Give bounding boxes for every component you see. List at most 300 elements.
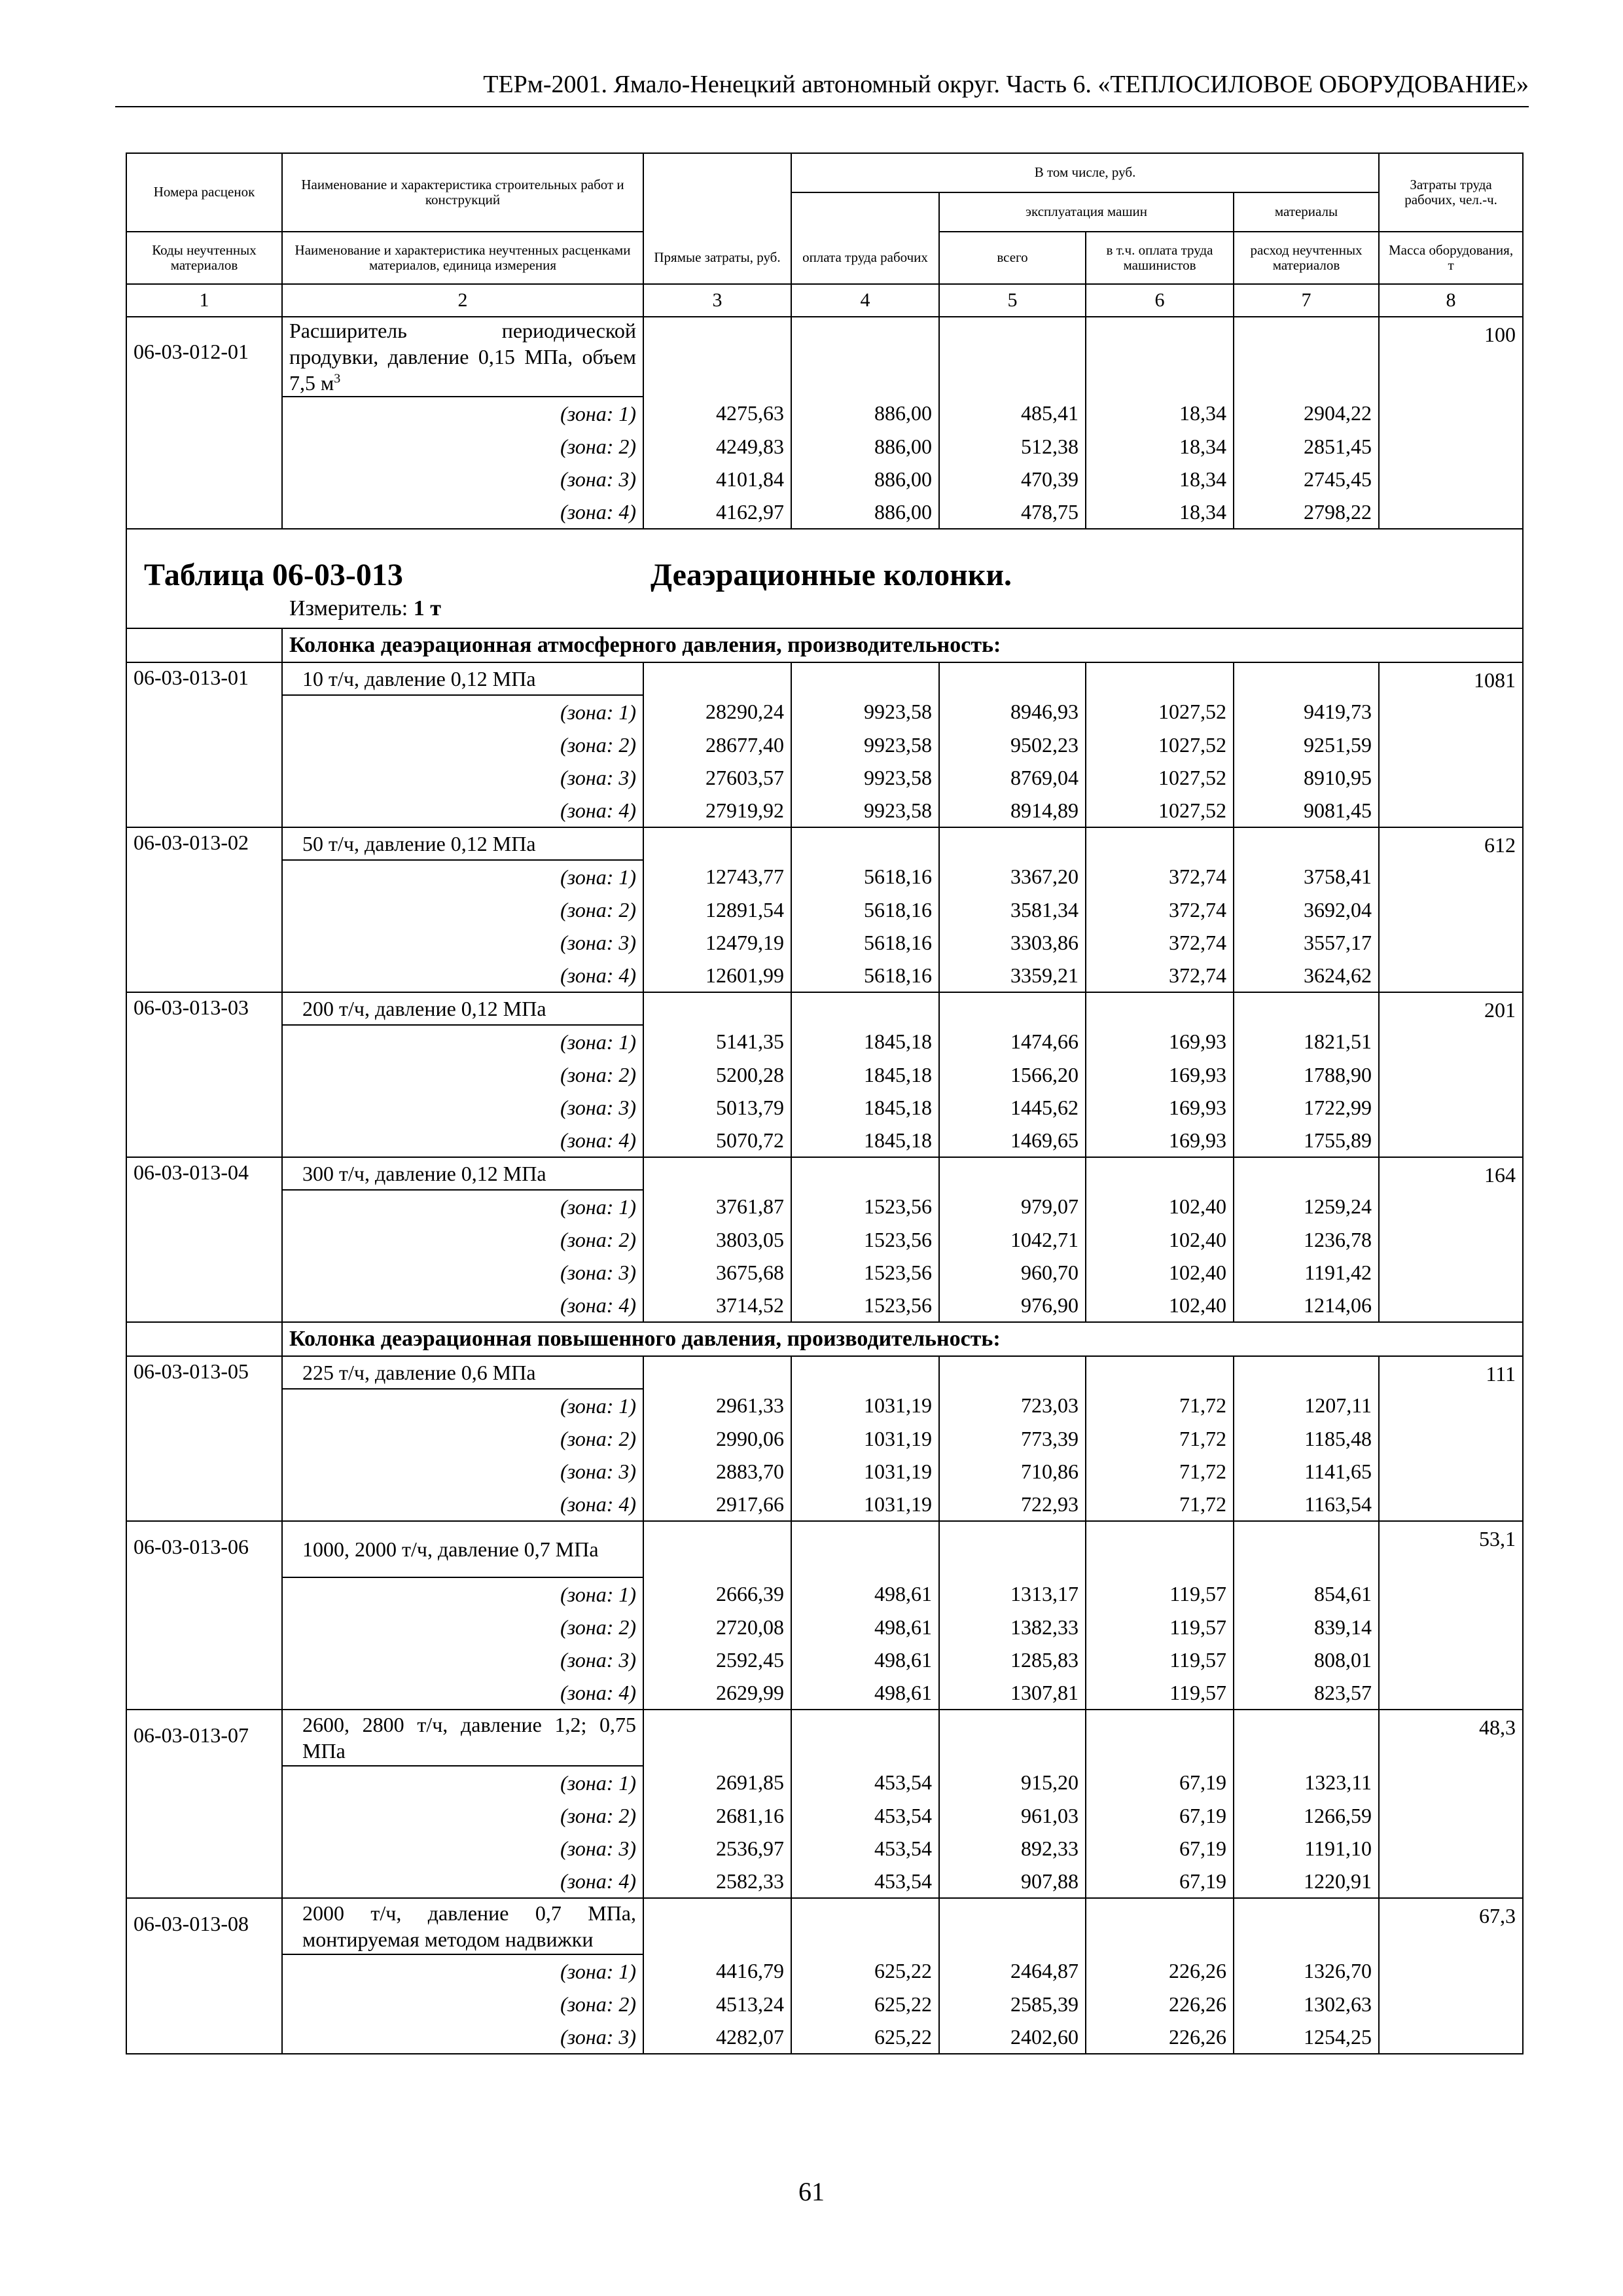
value-cell: 512,38 (939, 430, 1086, 463)
value-cell: 8946,93 (939, 695, 1086, 728)
value-cell: 226,26 (1086, 1988, 1234, 2020)
value-cell: 4416,79 (643, 1954, 791, 1988)
empty-cell (791, 317, 939, 397)
zone-label: (зона: 4) (282, 1865, 643, 1898)
value-cell: 3692,04 (1234, 893, 1379, 926)
value-cell: 1326,70 (1234, 1954, 1379, 1988)
empty-cell (939, 1356, 1086, 1389)
zone-row (126, 1091, 1523, 1124)
value-cell: 498,61 (791, 1611, 939, 1643)
section-title: Колонка деаэрационная повышенного давления, производительность: (282, 1322, 1523, 1356)
zone-label: (зона: 2) (282, 1799, 643, 1832)
value-cell: 119,57 (1086, 1611, 1234, 1643)
value-cell: 119,57 (1086, 1676, 1234, 1710)
value-cell: 1523,56 (791, 1190, 939, 1223)
value-cell: 372,74 (1086, 959, 1234, 992)
measure-value: 1 т (413, 596, 441, 620)
zone-row (126, 1289, 1523, 1322)
rate-name (282, 662, 643, 695)
value-cell: 5070,72 (643, 1124, 791, 1157)
rate-name (282, 1356, 643, 1389)
value-cell: 169,93 (1086, 1124, 1234, 1157)
value-cell: 453,54 (791, 1799, 939, 1832)
empty-cell (939, 827, 1086, 860)
value-cell: 5618,16 (791, 926, 939, 959)
table-name: Деаэрационные колонки. (651, 558, 1012, 592)
zone-row (126, 860, 1523, 893)
col8-header-top: Затраты труда рабочих, чел.-ч. (1379, 153, 1523, 232)
entry-row (126, 992, 1523, 1025)
value-cell: 71,72 (1086, 1389, 1234, 1422)
empty-cell (643, 317, 791, 397)
value-cell: 915,20 (939, 1766, 1086, 1799)
rate-name (282, 1710, 643, 1766)
empty-cell (1234, 1898, 1379, 1954)
incl-header: В том числе, руб. (791, 153, 1379, 192)
zone-label: (зона: 3) (282, 1455, 643, 1488)
entry-row (126, 1356, 1523, 1389)
value-cell: 5618,16 (791, 860, 939, 893)
section-blank (126, 628, 282, 662)
value-cell: 2464,87 (939, 1954, 1086, 1988)
value-cell: 2681,16 (643, 1799, 791, 1832)
value-cell: 1302,63 (1234, 1988, 1379, 2020)
empty-cell (1234, 827, 1379, 860)
value-cell: 9251,59 (1234, 728, 1379, 761)
value-cell: 1845,18 (791, 1091, 939, 1124)
value-cell: 2917,66 (643, 1488, 791, 1521)
value-cell: 67,19 (1086, 1865, 1234, 1898)
value-cell: 1236,78 (1234, 1223, 1379, 1256)
value-cell: 12891,54 (643, 893, 791, 926)
rate-name (282, 992, 643, 1025)
value-cell: 1445,62 (939, 1091, 1086, 1124)
section-title: Колонка деаэрационная атмосферного давления, производительность: (282, 628, 1523, 662)
value-cell: 1523,56 (791, 1256, 939, 1289)
zone-row (126, 728, 1523, 761)
measure-label: Измеритель: (289, 596, 408, 620)
value-cell: 2851,45 (1234, 430, 1379, 463)
page-number: 61 (798, 2177, 825, 2206)
section-blank (126, 1322, 282, 1356)
empty-cell (1234, 317, 1379, 397)
value-cell: 2536,97 (643, 1832, 791, 1865)
empty-cell (1086, 1710, 1234, 1766)
entry-row (126, 1157, 1523, 1190)
rate-name (282, 1157, 643, 1190)
value-cell: 892,33 (939, 1832, 1086, 1865)
empty-cell (1086, 662, 1234, 695)
rate-name (282, 1898, 643, 1954)
value-cell: 3761,87 (643, 1190, 791, 1223)
empty-cell (791, 1710, 939, 1766)
zone-row (126, 2020, 1523, 2054)
value-cell: 169,93 (1086, 1091, 1234, 1124)
value-cell: 18,34 (1086, 430, 1234, 463)
value-cell: 226,26 (1086, 2020, 1234, 2054)
equipment-mass: 201 (1379, 992, 1523, 1157)
value-cell: 9923,58 (791, 761, 939, 794)
table-number: Таблица 06-03-013 (144, 558, 403, 592)
value-cell: 1523,56 (791, 1289, 939, 1322)
empty-cell (643, 1898, 791, 1954)
zone-label: (зона: 2) (282, 1223, 643, 1256)
value-cell: 478,75 (939, 495, 1086, 529)
value-cell: 12601,99 (643, 959, 791, 992)
col-number: 4 (791, 284, 939, 317)
value-cell: 169,93 (1086, 1058, 1234, 1091)
col2-header-top: Наименование и характеристика строительных работ и конструкций (282, 153, 643, 232)
empty-cell (791, 992, 939, 1025)
empty-cell (1086, 1521, 1234, 1577)
value-cell: 498,61 (791, 1577, 939, 1611)
zone-row (126, 1025, 1523, 1058)
zone-label: (зона: 2) (282, 430, 643, 463)
value-cell: 1027,52 (1086, 695, 1234, 728)
value-cell: 1031,19 (791, 1488, 939, 1521)
value-cell: 1191,42 (1234, 1256, 1379, 1289)
value-cell: 961,03 (939, 1799, 1086, 1832)
value-cell: 67,19 (1086, 1832, 1234, 1865)
rate-name (282, 317, 643, 397)
value-cell: 1027,52 (1086, 761, 1234, 794)
col-number: 5 (939, 284, 1086, 317)
zone-label: (зона: 1) (282, 860, 643, 893)
col2-header-bottom: Наименование и характеристика неучтенных расценками материалов, единица измерения (282, 232, 643, 284)
section-row (126, 628, 1523, 662)
col-number: 3 (643, 284, 791, 317)
value-cell: 453,54 (791, 1832, 939, 1865)
empty-cell (643, 992, 791, 1025)
value-cell: 470,39 (939, 463, 1086, 495)
value-cell: 169,93 (1086, 1025, 1234, 1058)
empty-cell (643, 1157, 791, 1190)
value-cell: 1220,91 (1234, 1865, 1379, 1898)
entry-row (126, 1521, 1523, 1577)
zone-row (126, 430, 1523, 463)
value-cell: 9081,45 (1234, 794, 1379, 827)
zone-label: (зона: 4) (282, 959, 643, 992)
rate-name-text: 10 т/ч, давление 0,12 МПа (302, 667, 536, 691)
value-cell: 1259,24 (1234, 1190, 1379, 1223)
zone-label: (зона: 4) (282, 794, 643, 827)
empty-cell (791, 1356, 939, 1389)
zone-label: (зона: 4) (282, 1289, 643, 1322)
empty-cell (939, 1898, 1086, 1954)
equipment-mass: 1081 (1379, 662, 1523, 827)
value-cell: 2402,60 (939, 2020, 1086, 2054)
value-cell: 1027,52 (1086, 728, 1234, 761)
value-cell: 1845,18 (791, 1124, 939, 1157)
zone-label: (зона: 3) (282, 761, 643, 794)
col6-header: в т.ч. оплата труда машинистов (1086, 232, 1234, 284)
rate-name-text: 225 т/ч, давление 0,6 МПа (302, 1361, 536, 1384)
value-cell: 71,72 (1086, 1488, 1234, 1521)
zone-row (126, 959, 1523, 992)
empty-cell (1086, 992, 1234, 1025)
value-cell: 907,88 (939, 1865, 1086, 1898)
value-cell: 1285,83 (939, 1643, 1086, 1676)
page-header: ТЕРм-2001. Ямало-Ненецкий автономный округ. Часть 6. «ТЕПЛОСИЛОВОЕ ОБОРУДОВАНИЕ» (115, 72, 1529, 107)
value-cell: 1207,11 (1234, 1389, 1379, 1422)
value-cell: 723,03 (939, 1389, 1086, 1422)
zone-label: (зона: 1) (282, 1389, 643, 1422)
col3-header-blank (643, 153, 791, 232)
value-cell: 372,74 (1086, 926, 1234, 959)
value-cell: 3624,62 (1234, 959, 1379, 992)
value-cell: 1266,59 (1234, 1799, 1379, 1832)
empty-cell (939, 662, 1086, 695)
value-cell: 4162,97 (643, 495, 791, 529)
value-cell: 372,74 (1086, 893, 1234, 926)
value-cell: 1031,19 (791, 1389, 939, 1422)
value-cell: 2883,70 (643, 1455, 791, 1488)
value-cell: 4275,63 (643, 397, 791, 430)
rate-name (282, 1521, 643, 1577)
value-cell: 4513,24 (643, 1988, 791, 2020)
empty-cell (939, 992, 1086, 1025)
value-cell: 12479,19 (643, 926, 791, 959)
rate-code: 06-03-012-01 (126, 317, 282, 529)
value-cell: 3758,41 (1234, 860, 1379, 893)
zone-row (126, 1865, 1523, 1898)
value-cell: 3803,05 (643, 1223, 791, 1256)
value-cell: 2990,06 (643, 1422, 791, 1455)
col-number: 2 (282, 284, 643, 317)
value-cell: 1845,18 (791, 1025, 939, 1058)
value-cell: 854,61 (1234, 1577, 1379, 1611)
zone-label: (зона: 3) (282, 1091, 643, 1124)
zone-label: (зона: 2) (282, 728, 643, 761)
value-cell: 2592,45 (643, 1643, 791, 1676)
zone-row (126, 1988, 1523, 2020)
zone-row (126, 1799, 1523, 1832)
value-cell: 1307,81 (939, 1676, 1086, 1710)
zone-row (126, 1223, 1523, 1256)
value-cell: 498,61 (791, 1643, 939, 1676)
col-number: 7 (1234, 284, 1379, 317)
value-cell: 886,00 (791, 397, 939, 430)
zone-label: (зона: 1) (282, 1190, 643, 1223)
value-cell: 1566,20 (939, 1058, 1086, 1091)
value-cell: 67,19 (1086, 1766, 1234, 1799)
value-cell: 625,22 (791, 1988, 939, 2020)
zone-label: (зона: 2) (282, 1422, 643, 1455)
zone-label: (зона: 1) (282, 1577, 643, 1611)
col-number: 6 (1086, 284, 1234, 317)
zone-row (126, 1488, 1523, 1521)
rate-name-text: 2600, 2800 т/ч, давление 1,2; 0,75 МПа (302, 1713, 636, 1763)
empty-cell (1234, 1157, 1379, 1190)
rate-name-text: Расширитель периодической продувки, давление 0,15 МПа, объем 7,5 м (289, 319, 636, 395)
rate-code: 06-03-013-04 (126, 1157, 282, 1322)
zone-label: (зона: 1) (282, 1954, 643, 1988)
value-cell: 18,34 (1086, 397, 1234, 430)
col1-header-top: Номера расценок (126, 153, 282, 232)
empty-cell (1234, 1356, 1379, 1389)
value-cell: 823,57 (1234, 1676, 1379, 1710)
zone-label: (зона: 1) (282, 397, 643, 430)
value-cell: 5141,35 (643, 1025, 791, 1058)
value-cell: 1821,51 (1234, 1025, 1379, 1058)
value-cell: 5618,16 (791, 893, 939, 926)
value-cell: 2629,99 (643, 1676, 791, 1710)
zone-row (126, 1676, 1523, 1710)
value-cell: 18,34 (1086, 495, 1234, 529)
rate-name-text: 50 т/ч, давление 0,12 МПа (302, 832, 536, 855)
empty-cell (643, 1710, 791, 1766)
value-cell: 1474,66 (939, 1025, 1086, 1058)
value-cell: 1031,19 (791, 1455, 939, 1488)
rate-code: 06-03-013-08 (126, 1898, 282, 2054)
value-cell: 960,70 (939, 1256, 1086, 1289)
value-cell: 372,74 (1086, 860, 1234, 893)
equipment-mass: 48,3 (1379, 1710, 1523, 1898)
value-cell: 453,54 (791, 1865, 939, 1898)
zone-row (126, 1190, 1523, 1223)
col4-header: оплата труда рабочих (791, 232, 939, 284)
empty-cell (791, 1521, 939, 1577)
zone-row (126, 1455, 1523, 1488)
zone-row (126, 1954, 1523, 1988)
zone-label: (зона: 2) (282, 893, 643, 926)
value-cell: 5013,79 (643, 1091, 791, 1124)
value-cell: 625,22 (791, 1954, 939, 1988)
value-cell: 9923,58 (791, 728, 939, 761)
value-cell: 1031,19 (791, 1422, 939, 1455)
zone-label: (зона: 1) (282, 695, 643, 728)
value-cell: 2691,85 (643, 1766, 791, 1799)
zone-label: (зона: 3) (282, 1643, 643, 1676)
section-row (126, 1322, 1523, 1356)
empty-cell (1086, 827, 1234, 860)
zone-row (126, 1611, 1523, 1643)
value-cell: 2582,33 (643, 1865, 791, 1898)
col5-header: всего (939, 232, 1086, 284)
zone-label: (зона: 4) (282, 495, 643, 529)
value-cell: 18,34 (1086, 463, 1234, 495)
rate-code: 06-03-013-05 (126, 1356, 282, 1521)
value-cell: 485,41 (939, 397, 1086, 430)
zone-row (126, 893, 1523, 926)
value-cell: 9923,58 (791, 794, 939, 827)
value-cell: 453,54 (791, 1766, 939, 1799)
zone-row (126, 463, 1523, 495)
zone-row (126, 926, 1523, 959)
value-cell: 4282,07 (643, 2020, 791, 2054)
value-cell: 1027,52 (1086, 794, 1234, 827)
value-cell: 839,14 (1234, 1611, 1379, 1643)
empty-cell (939, 317, 1086, 397)
value-cell: 27919,92 (643, 794, 791, 827)
col-number: 1 (126, 284, 282, 317)
zone-label: (зона: 4) (282, 1488, 643, 1521)
rate-name (282, 827, 643, 860)
value-cell: 976,90 (939, 1289, 1086, 1322)
empty-cell (1234, 1710, 1379, 1766)
entry-row (126, 317, 1523, 397)
value-cell: 8910,95 (1234, 761, 1379, 794)
value-cell: 886,00 (791, 463, 939, 495)
value-cell: 1254,25 (1234, 2020, 1379, 2054)
value-cell: 2666,39 (643, 1577, 791, 1611)
value-cell: 1313,17 (939, 1577, 1086, 1611)
value-cell: 1185,48 (1234, 1422, 1379, 1455)
value-cell: 8769,04 (939, 761, 1086, 794)
value-cell: 1722,99 (1234, 1091, 1379, 1124)
value-cell: 2904,22 (1234, 397, 1379, 430)
zone-row (126, 1389, 1523, 1422)
rate-code: 06-03-013-06 (126, 1521, 282, 1710)
value-cell: 1191,10 (1234, 1832, 1379, 1865)
value-cell: 119,57 (1086, 1577, 1234, 1611)
zone-row (126, 397, 1523, 430)
value-cell: 2961,33 (643, 1389, 791, 1422)
entry-row (126, 1898, 1523, 1954)
zone-row (126, 1124, 1523, 1157)
zone-row (126, 1766, 1523, 1799)
value-cell: 808,01 (1234, 1643, 1379, 1676)
value-cell: 8914,89 (939, 794, 1086, 827)
value-cell: 119,57 (1086, 1643, 1234, 1676)
value-cell: 886,00 (791, 495, 939, 529)
empty-cell (1234, 1521, 1379, 1577)
zone-label: (зона: 1) (282, 1025, 643, 1058)
empty-cell (939, 1157, 1086, 1190)
rate-code: 06-03-013-02 (126, 827, 282, 992)
entry-row (126, 662, 1523, 695)
zone-row (126, 1058, 1523, 1091)
rate-name-text: 2000 т/ч, давление 0,7 МПа, монтируемая методом надвижки (302, 1901, 636, 1951)
value-cell: 12743,77 (643, 860, 791, 893)
value-cell: 1141,65 (1234, 1455, 1379, 1488)
rate-code: 06-03-013-07 (126, 1710, 282, 1898)
value-cell: 3367,20 (939, 860, 1086, 893)
value-cell: 28290,24 (643, 695, 791, 728)
zone-row (126, 1422, 1523, 1455)
empty-cell (791, 662, 939, 695)
zone-label: (зона: 4) (282, 1124, 643, 1157)
zone-label: (зона: 2) (282, 1611, 643, 1643)
zone-row (126, 1577, 1523, 1611)
equipment-mass: 67,3 (1379, 1898, 1523, 2054)
zone-label: (зона: 3) (282, 1256, 643, 1289)
value-cell: 3714,52 (643, 1289, 791, 1322)
empty-cell (643, 1356, 791, 1389)
value-cell: 102,40 (1086, 1190, 1234, 1223)
value-cell: 979,07 (939, 1190, 1086, 1223)
value-cell: 4249,83 (643, 430, 791, 463)
empty-cell (1234, 992, 1379, 1025)
zone-row (126, 1832, 1523, 1865)
empty-cell (1086, 1898, 1234, 1954)
value-cell: 1788,90 (1234, 1058, 1379, 1091)
rate-code: 06-03-013-01 (126, 662, 282, 827)
col4-header-blank (791, 192, 939, 232)
equipment-mass: 100 (1379, 317, 1523, 529)
value-cell: 3303,86 (939, 926, 1086, 959)
zone-label: (зона: 1) (282, 1766, 643, 1799)
empty-cell (1086, 1356, 1234, 1389)
value-cell: 102,40 (1086, 1289, 1234, 1322)
zone-label: (зона: 4) (282, 1676, 643, 1710)
col-number: 8 (1379, 284, 1523, 317)
equipment-mass: 612 (1379, 827, 1523, 992)
value-cell: 71,72 (1086, 1422, 1234, 1455)
empty-cell (1234, 662, 1379, 695)
value-cell: 9419,73 (1234, 695, 1379, 728)
equipment-mass: 164 (1379, 1157, 1523, 1322)
